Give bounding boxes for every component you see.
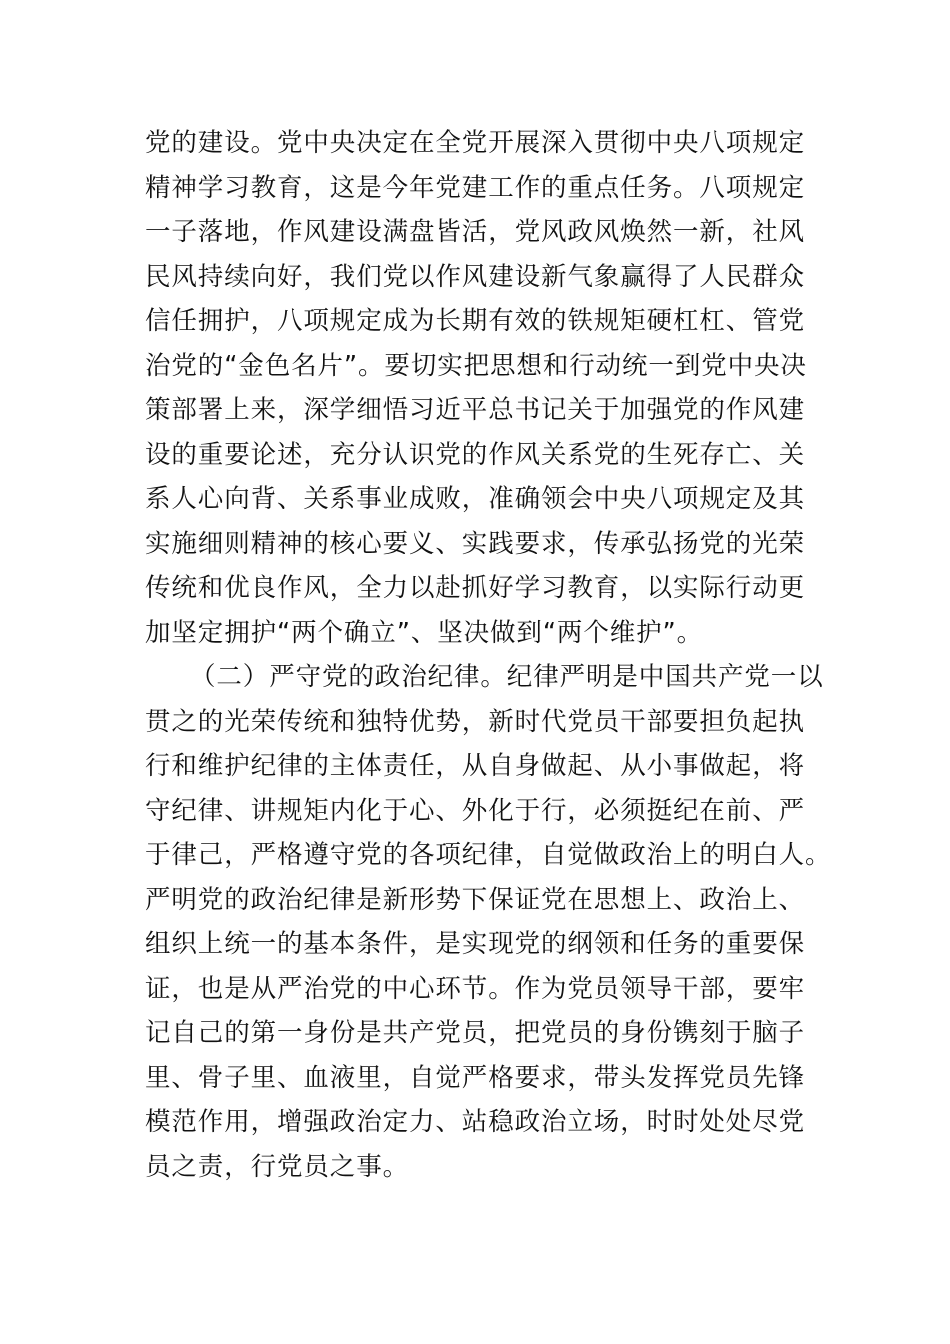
text-line: 于律己，严格遵守党的各项纪律，自觉做政治上的明白人。: [145, 840, 832, 870]
text-line: 实施细则精神的核心要义、实践要求，传承弘扬党的光荣: [145, 528, 806, 559]
text-line: 精神学习教育，这是今年党建工作的重点任务。八项规定: [145, 172, 806, 203]
text-line: 传统和优良作风，全力以赴抓好学习教育，以实际行动更: [145, 573, 806, 603]
text-line: 严明党的政治纪律是新形势下保证党在思想上、政治上、: [145, 884, 806, 915]
text-line: 民风持续向好，我们党以作风建设新气象赢得了人民群众: [145, 261, 806, 292]
text-line: 信任拥护，八项规定成为长期有效的铁规矩硬杠杠、管党: [145, 306, 806, 336]
paragraph: [145, 655, 832, 1189]
text-line: 一子落地，作风建设满盘皆活，党风政风焕然一新，社风: [145, 217, 806, 247]
text-line: 证，也是从严治党的中心环节。作为党员领导干部，要牢: [145, 973, 806, 1004]
text-line: 里、骨子里、血液里，自觉严格要求，带头发挥党员先锋: [145, 1062, 806, 1093]
text-line: 策部署上来，深学细悟习近平总书记关于加强党的作风建: [145, 395, 806, 425]
paragraph: [145, 121, 805, 655]
document-body: [145, 121, 832, 1189]
text-line: 模范作用，增强政治定力、站稳政治立场，时时处处尽党: [145, 1107, 806, 1137]
text-line: 贯之的光荣传统和独特优势，新时代党员干部要担负起执: [145, 706, 806, 737]
text-line: 系人心向背、关系事业成败，准确领会中央八项规定及其: [145, 484, 806, 514]
text-line: 行和维护纪律的主体责任，从自身做起、从小事做起，将: [145, 751, 806, 781]
text-line: 治党的“金色名片”。要切实把思想和行动统一到党中央决: [145, 350, 807, 381]
text-line: 记自己的第一身份是共产党员，把党员的身份镌刻于脑子: [145, 1018, 806, 1048]
text-line: 守纪律、讲规矩内化于心、外化于行，必须挺纪在前、严: [145, 795, 806, 826]
text-line: 设的重要论述，充分认识党的作风关系党的生死存亡、关: [145, 439, 806, 470]
text-line: 加坚定拥护“两个确立”、坚决做到“两个维护”。: [145, 617, 704, 648]
text-line: 党的建设。党中央决定在全党开展深入贯彻中央八项规定: [145, 128, 806, 158]
text-line: 员之责，行党员之事。: [145, 1151, 410, 1182]
text-line: （二）严守党的政治纪律。纪律严明是中国共产党一以: [190, 662, 824, 692]
text-line: 组织上统一的基本条件，是实现党的纲领和任务的重要保: [145, 929, 806, 959]
